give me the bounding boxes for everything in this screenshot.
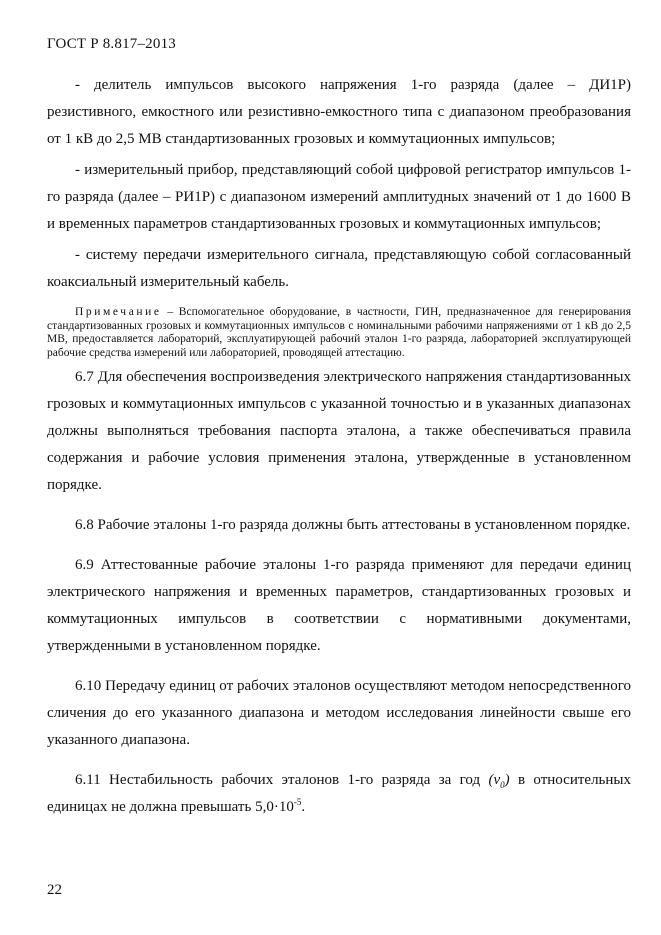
clause-6-11-text-middle: в относительных единицах не должна превышать 5,0·10 (47, 772, 632, 815)
clause-6-8: 6.8 Рабочие эталоны 1-го разряда должны быть аттестованы в установленном порядке. (75, 517, 631, 533)
page-body (47, 72, 631, 821)
instability-symbol: $(\nu_0)$ (488, 772, 510, 790)
clause-6-9: 6.9 Аттестованные рабочие эталоны 1-го разряда применяют для передачи единиц электрического напряжения и временных параметров, стандартизованных грозовых и коммутационных импульсов в соответствии с нормативными документами, утвержденными в установленном порядке. (47, 557, 631, 654)
page-number: 22 (47, 882, 62, 898)
document-code-header: ГОСТ Р 8.817–2013 (47, 36, 176, 52)
note-text: – Вспомогательное оборудование, в частности, ГИН, предназначенное для генерирования стандартизованных грозовых и коммутационных импульсов с номинальными рабочими напряжениями от 1 кВ до 2,5 МВ, предоставляется лабораторий, эксплуатирующей рабочий эталон 1-го разряда, лабораторией эксплуатирующей рабочие средства измерений или лабораторией, проводящей аттестацию. (47, 306, 631, 359)
note-paragraph (47, 306, 631, 360)
list-item-cable: - систему передачи измерительного сигнала, представляющую собой согласованный коаксиальный измерительный кабель. (47, 247, 631, 290)
exponent: -5 (293, 797, 302, 807)
list-item-recorder: - измерительный прибор, представляющий собой цифровой регистратор импульсов 1-го разряда (далее – РИ1Р) с диапазоном измерений амплитудных значений от 1 до 1600 В и временных параметров стандартизованных грозовых и коммутационных импульсов; (47, 162, 631, 232)
clause-6-11 (47, 767, 631, 821)
note-label: Примечание (75, 306, 162, 318)
clause-6-11-text: 6.11 Нестабильность рабочих эталонов 1-го разряда за год (75, 772, 489, 788)
clause-6-11-end: . (301, 799, 306, 815)
clause-6-10: 6.10 Передачу единиц от рабочих эталонов осуществляют методом непосредственного сличения до его указанного диапазона и методом исследования линейности свыше его указанного диапазона. (47, 678, 631, 748)
list-item-divider: - делитель импульсов высокого напряжения 1-го разряда (далее – ДИ1Р) резистивного, емкостного или резистивно-емкостного типа с диапазоном преобразования от 1 кВ до 2,5 МВ стандартизованных грозовых и коммутационных импульсов; (47, 77, 631, 147)
clause-6-7: 6.7 Для обеспечения воспроизведения электрического напряжения стандартизованных грозовых и коммутационных импульсов с указанной точностью и в указанных диапазонах должны выполняться требования паспорта эталона, а также обеспечиваться правила содержания и рабочие условия применения эталона, утвержденные в установленном порядке. (47, 369, 631, 493)
